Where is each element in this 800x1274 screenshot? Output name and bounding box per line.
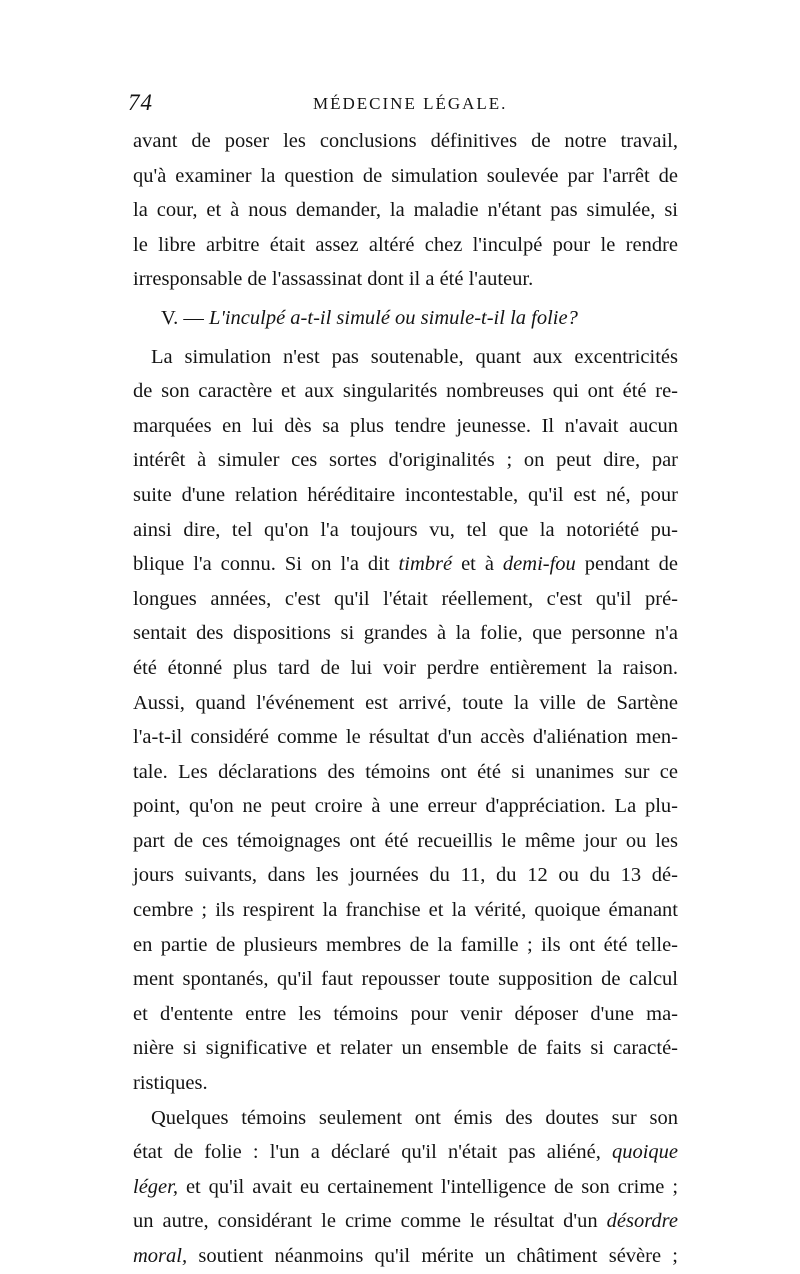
text-line: en partie de plusieurs membres de la famille ; ils ont été telle- [133, 933, 678, 956]
italic-term: quoique [611, 1141, 679, 1164]
text-segment: pendant de [584, 553, 679, 576]
text-line: longues années, c'est qu'il l'était réellement, c'est qu'il pré- [133, 587, 678, 610]
running-head [128, 90, 678, 120]
text-line: le libre arbitre était assez altéré chez l'inculpé pour le rendre [133, 233, 678, 256]
text-line: ainsi dire, tel qu'on l'a toujours vu, tel que la notoriété pu- [133, 518, 678, 541]
text-segment: et à [461, 553, 494, 576]
text-line: point, qu'on ne peut croire à une erreur d'appréciation. La plu- [133, 795, 678, 818]
text-line [133, 1135, 678, 1170]
text-segment: et qu'il avait eu certainement l'intelligence de son crime ; [185, 1175, 679, 1198]
page-number: 74 [128, 90, 153, 115]
text-line: suite d'une relation héréditaire incontestable, qu'il est né, pour [133, 483, 678, 506]
text-line: de son caractère et aux singularités nombreuses qui ont été re- [133, 380, 678, 403]
text-line: part de ces témoignages ont été recueillis le même jour ou les [133, 829, 678, 852]
text-line: avant de poser les conclusions définitives de notre travail, [133, 130, 678, 152]
text-line [133, 547, 678, 582]
text-line: marquées en lui dès sa plus tendre jeunesse. Il n'avait aucun [133, 414, 678, 437]
text-line: cembre ; ils respirent la franchise et la vérité, quoique émanant [133, 899, 678, 922]
text-line: Aussi, quand l'événement est arrivé, toute la ville de Sartène [133, 691, 678, 714]
text-segment: blique l'a connu. Si on l'a dit [133, 553, 390, 576]
text-segment: un autre, considérant le crime comme le résultat d'un [133, 1210, 598, 1233]
text-line: Quelques témoins seulement ont émis des doutes sur son [151, 1106, 678, 1129]
section-title: L'inculpé a-t-il simulé ou simule-t-il la folie? [209, 306, 578, 329]
text-segment: soutient néanmoins qu'il mérite un châtiment sévère ; [198, 1245, 678, 1267]
running-title: MÉDECINE LÉGALE. [313, 94, 508, 113]
text-line: ristiques. [133, 1072, 208, 1095]
text-line: qu'à examiner la question de simulation soulevée par l'arrêt de [133, 164, 678, 187]
text-segment: état de folie : l'un a déclaré qu'il n'était pas aliéné, [133, 1141, 601, 1164]
text-line: nière si significative et relater un ensemble de faits si caracté- [133, 1037, 678, 1060]
text-line: et d'entente entre les témoins pour venir déposer d'une ma- [133, 1002, 678, 1025]
text-line: été étonné plus tard de lui voir perdre entièrement la raison. [133, 656, 678, 679]
text-line: sentait des dispositions si grandes à la folie, que personne n'a [133, 622, 678, 645]
section-heading [133, 301, 678, 336]
italic-term: désordre [606, 1210, 679, 1233]
body-text [133, 124, 678, 1274]
text-line: la cour, et à nous demander, la maladie n'étant pas simulée, si [133, 199, 678, 222]
italic-term: léger, [133, 1175, 178, 1198]
text-line [133, 1204, 678, 1239]
section-number: V. — [161, 306, 204, 329]
text-line: irresponsable de l'assassinat dont il a été l'auteur. [133, 268, 534, 291]
text-line: intérêt à simuler ces sortes d'originalités ; on peut dire, par [133, 449, 678, 472]
text-line: ment spontanés, qu'il faut repousser toute supposition de calcul [133, 968, 678, 991]
text-line [133, 1239, 678, 1274]
text-line [133, 1170, 678, 1205]
text-line: La simulation n'est pas soutenable, quant aux excentricités [151, 345, 678, 368]
italic-term: timbré [398, 553, 453, 576]
italic-term: moral, [133, 1245, 188, 1267]
text-line: jours suivants, dans les journées du 11, du 12 ou du 13 dé- [133, 864, 678, 887]
italic-term: demi-fou [502, 553, 576, 576]
text-line: l'a-t-il considéré comme le résultat d'un accès d'aliénation men- [133, 726, 678, 749]
text-line: tale. Les déclarations des témoins ont été si unanimes sur ce [133, 760, 678, 783]
